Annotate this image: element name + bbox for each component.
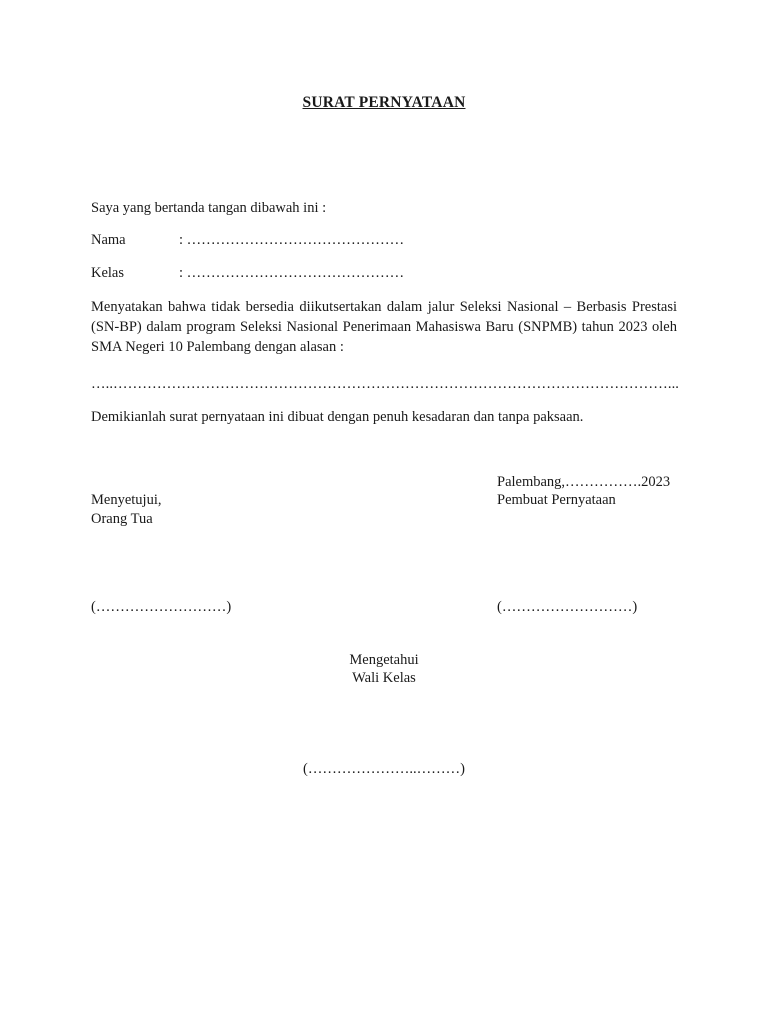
declarant-signature-blank: (………………………) — [497, 599, 638, 615]
field-value-nama: : ……………………………………… — [179, 232, 405, 248]
reason-blank-line: …..……………………………………………………………………………………………………... — [91, 376, 680, 392]
place-date: Palembang,…………….2023 — [497, 474, 671, 490]
parent-approval-label: Menyetujui, — [91, 492, 162, 508]
acknowledge-label: Mengetahui — [349, 652, 419, 668]
closing-sentence: Demikianlah surat pernyataan ini dibuat dengan penuh kesadaran dan tanpa paksaan. — [91, 409, 584, 425]
homeroom-teacher-label: Wali Kelas — [352, 670, 416, 686]
parent-role-label: Orang Tua — [91, 511, 153, 527]
document-title: SURAT PERNYATAAN — [302, 94, 466, 111]
teacher-signature-blank: (…………………..………) — [303, 761, 465, 777]
intro-text: Saya yang bertanda tangan dibawah ini : — [91, 200, 327, 216]
statement-paragraph: Menyatakan bahwa tidak bersedia diikutsertakan dalam jalur Seleksi Nasional – Berbasis Prestasi (SN-BP) dalam program Seleksi Nasional Penerimaan Mahasiswa Baru (SNPMB) tahun 2023 oleh SMA Negeri 10 Palembang dengan alasan : — [91, 299, 677, 355]
field-label-nama: Nama — [91, 232, 126, 248]
field-value-kelas: : ……………………………………… — [179, 265, 405, 281]
parent-signature-blank: (………………………) — [91, 599, 232, 615]
declarant-role-label: Pembuat Pernyataan — [497, 492, 616, 508]
field-label-kelas: Kelas — [91, 265, 125, 281]
